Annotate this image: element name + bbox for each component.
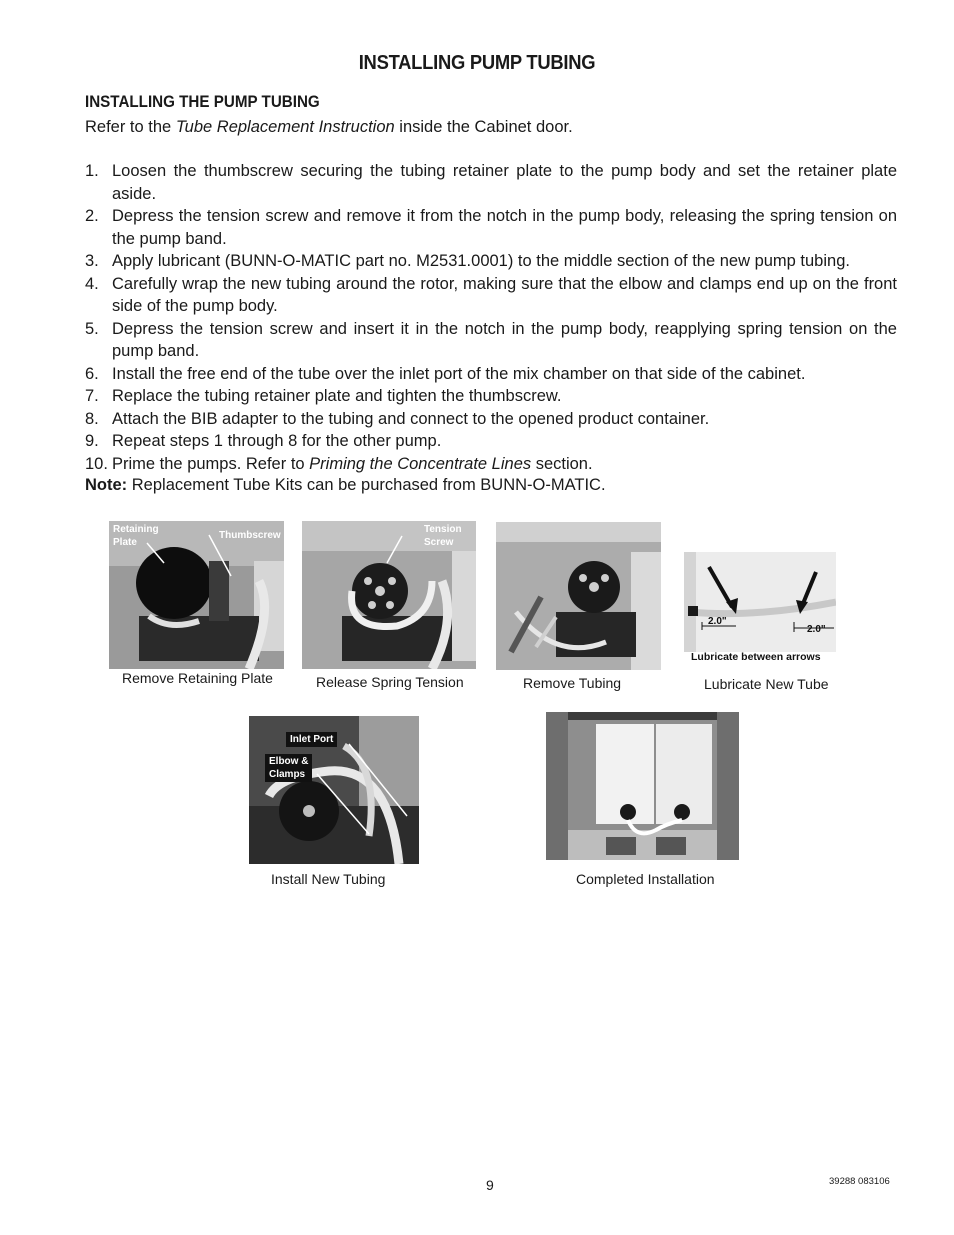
step-number: 1. bbox=[85, 162, 99, 180]
page-number: 9 bbox=[486, 1177, 494, 1193]
list-item bbox=[85, 205, 897, 250]
caption-completed-installation: Completed Installation bbox=[576, 871, 715, 887]
caption-lubricate-new-tube: Lubricate New Tube bbox=[704, 676, 829, 692]
photo-completed-installation bbox=[546, 712, 739, 860]
photo-remove-retaining-plate bbox=[109, 521, 284, 669]
list-item bbox=[85, 273, 897, 318]
step-number: 5. bbox=[85, 319, 99, 338]
list-item bbox=[85, 160, 897, 205]
list-item bbox=[85, 408, 897, 431]
step10-prefix: Prime the pumps. Refer to bbox=[112, 454, 310, 473]
list-item bbox=[85, 250, 897, 273]
section-heading: INSTALLING THE PUMP TUBING bbox=[85, 93, 320, 111]
measure-left: 2.0" bbox=[708, 616, 727, 627]
list-item bbox=[85, 318, 897, 363]
callout-inlet-port: Inlet Port bbox=[286, 732, 337, 747]
callout-retaining-plate: Retaining Plate bbox=[113, 524, 159, 548]
photo-remove-tubing bbox=[496, 522, 661, 670]
step-number: 9. bbox=[85, 432, 99, 450]
step-number: 6. bbox=[85, 364, 99, 383]
step-text: Loosen the thumbscrew securing the tubing retainer plate to the pump body and set the retainer plate aside. bbox=[112, 162, 897, 203]
note bbox=[85, 474, 897, 497]
photo-lubricate-new-tube bbox=[684, 552, 836, 652]
step-text: Carefully wrap the new tubing around the rotor, making sure that the elbow and clamps end up on the front side of the pump body. bbox=[112, 274, 897, 315]
step-number: 2. bbox=[85, 207, 99, 225]
caption-install-new-tubing: Install New Tubing bbox=[271, 871, 386, 887]
step-text: Depress the tension screw and remove it from the notch in the pump body, releasing the spring tension on the pump band. bbox=[112, 207, 897, 248]
step-number: 7. bbox=[85, 387, 99, 405]
step-number: 4. bbox=[85, 274, 99, 293]
photo-install-new-tubing bbox=[249, 716, 419, 864]
step10-suffix: section. bbox=[531, 454, 593, 473]
intro-italic: Tube Replacement Instruction bbox=[175, 118, 395, 136]
photo-illustration bbox=[684, 552, 836, 652]
intro-suffix: inside the Cabinet door. bbox=[394, 118, 573, 136]
caption-release-spring-tension: Release Spring Tension bbox=[316, 674, 464, 690]
step-text: Install the free end of the tube over the inlet port of the mix chamber on that side of the cabinet. bbox=[112, 364, 806, 383]
step-text: Attach the BIB adapter to the tubing and connect to the opened product container. bbox=[112, 409, 710, 428]
caption-remove-retaining-plate: Remove Retaining Plate bbox=[122, 670, 273, 686]
measure-right: 2.0" bbox=[807, 624, 826, 635]
callout-elbow-clamps: Elbow & Clamps bbox=[265, 754, 312, 782]
page-title: INSTALLING PUMP TUBING bbox=[358, 52, 596, 74]
note-text: Replacement Tube Kits can be purchased from BUNN-O-MATIC. bbox=[127, 476, 606, 494]
caption-remove-tubing: Remove Tubing bbox=[523, 675, 622, 691]
photo-release-spring-tension bbox=[302, 521, 476, 669]
intro-paragraph bbox=[85, 116, 897, 139]
step-text: Replace the tubing retainer plate and tighten the thumbscrew. bbox=[112, 387, 562, 405]
step-number: 8. bbox=[85, 409, 99, 428]
list-item bbox=[85, 430, 897, 453]
step-text bbox=[112, 453, 897, 476]
step10-italic: Priming the Concentrate Lines bbox=[309, 454, 532, 473]
step-text: Depress the tension screw and insert it in the notch in the pump body, reapplying spring tension on the pump band. bbox=[112, 319, 897, 360]
list-item bbox=[85, 385, 897, 408]
step-text: Repeat steps 1 through 8 for the other pump. bbox=[112, 432, 442, 450]
note-label: Note: bbox=[85, 476, 128, 494]
document-code: 39288 083106 bbox=[829, 1176, 890, 1187]
list-item bbox=[85, 453, 897, 476]
callout-tension-screw: Tension Screw bbox=[424, 524, 462, 548]
step-number: 3. bbox=[85, 252, 99, 270]
callout-thumbscrew: Thumbscrew bbox=[219, 530, 281, 541]
photo-illustration bbox=[546, 712, 739, 860]
lubricate-label: Lubricate between arrows bbox=[691, 651, 821, 663]
intro-prefix: Refer to the bbox=[85, 118, 176, 136]
step-number: 10. bbox=[85, 454, 108, 473]
list-item bbox=[85, 363, 897, 386]
step-text: Apply lubricant (BUNN-O-MATIC part no. M2531.0001) to the middle section of the new pump tubing. bbox=[112, 252, 850, 270]
photo-illustration bbox=[496, 522, 661, 670]
steps-list bbox=[85, 160, 897, 475]
